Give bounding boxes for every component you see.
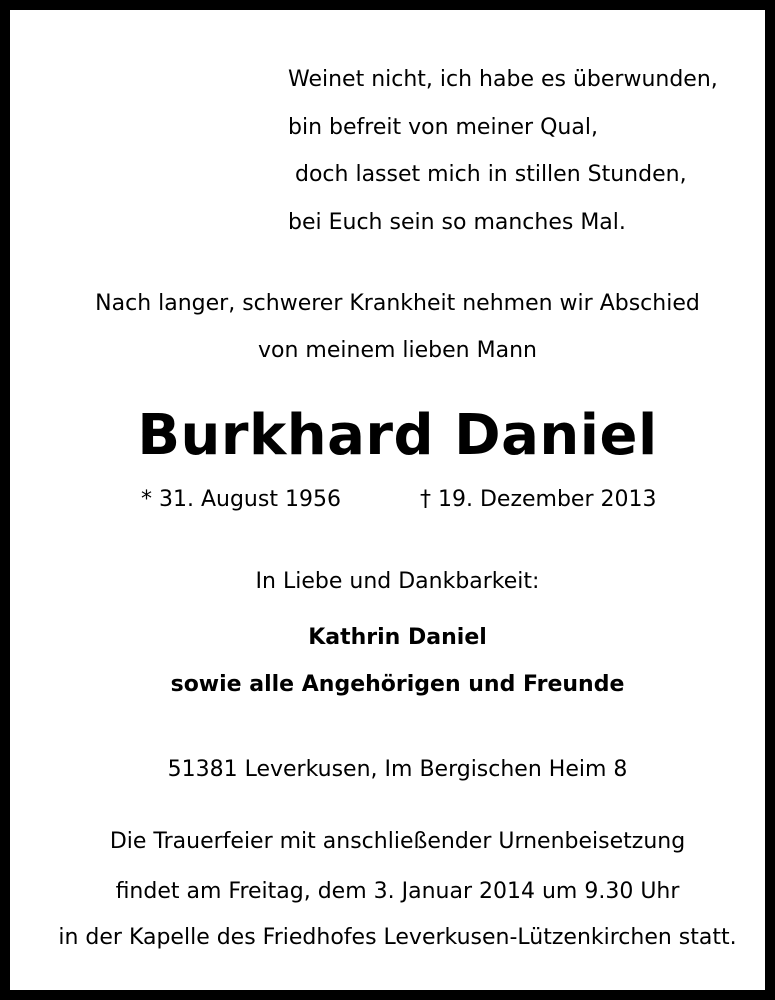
address: 51381 Leverkusen, Im Bergischen Heim 8 [167, 757, 628, 782]
service-line-1: Die Trauerfeier mit anschließender Urnenbeisetzung [109, 829, 686, 854]
poem-line-1: Weinet nicht, ich habe es überwunden, [288, 67, 718, 92]
poem-line-4: bei Euch sein so manches Mal. [288, 210, 626, 235]
poem-line-3: doch lasset mich in stillen Stunden, [288, 162, 687, 187]
mourners-others: sowie alle Angehörigen und Freunde [170, 672, 625, 697]
mourners-heading: In Liebe und Dankbarkeit: [255, 569, 540, 594]
service-line-2: findet am Freitag, dem 3. Januar 2014 um 9.30 Uhr [115, 879, 680, 904]
service-line-3: in der Kapelle des Friedhofes Leverkusen-Lützenkirchen statt. [58, 925, 737, 950]
death-date: † 19. Dezember 2013 [420, 487, 657, 512]
poem-line-2: bin befreit von meiner Qual, [288, 115, 598, 140]
intro-line-1: Nach langer, schwerer Krankheit nehmen wir Abschied [95, 291, 700, 316]
mourner-primary: Kathrin Daniel [308, 625, 487, 650]
intro-line-2: von meinem lieben Mann [258, 338, 537, 363]
deceased-name: Burkhard Daniel [137, 403, 658, 468]
birth-date: * 31. August 1956 [141, 487, 341, 512]
